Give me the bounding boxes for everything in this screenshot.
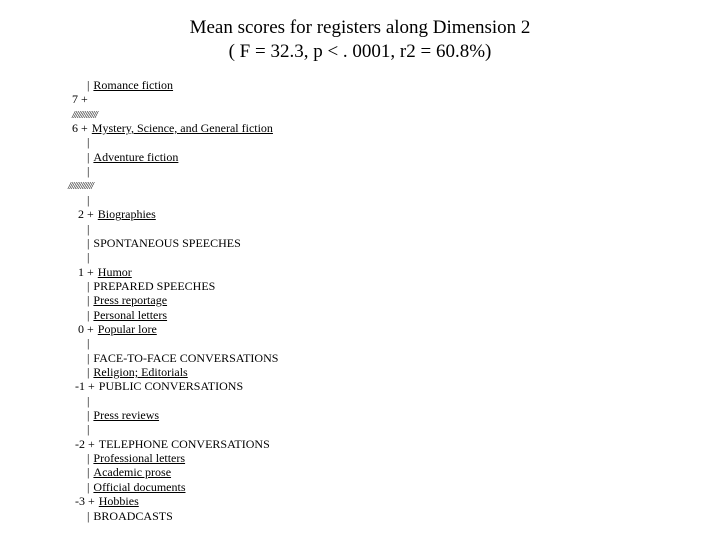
register-label: BROADCASTS [93,508,173,523]
axis-tick: | [87,221,90,236]
axis-break: ////////////// [72,109,97,121]
register-label: Adventure fiction [93,149,179,164]
axis-tick: | [87,393,90,408]
register-label: Religion; Editorials [93,365,188,379]
axis-tick: | [87,508,90,523]
axis-tick: | [87,479,90,494]
scale-line [72,107,97,121]
register-label: PUBLIC CONVERSATIONS [98,379,244,394]
axis-value: 0 + [78,321,94,336]
register-label: Humor [97,264,132,279]
axis-value: 6 + [72,121,88,136]
axis-tick: | [87,78,90,92]
scale-line [87,308,167,322]
scale-line [87,193,89,207]
register-label: Official documents [93,479,186,494]
scale-line [87,480,186,494]
axis-value: 1 + [78,264,94,279]
scale-line [87,236,241,250]
axis-tick: | [87,164,90,179]
scale-line [87,336,89,350]
register-label: Professional letters [93,451,186,466]
register-label: Mystery, Science, and General fiction [91,121,273,136]
axis-tick: | [87,307,90,322]
axis-tick: | [87,135,90,150]
title-line-1: Mean scores for registers along Dimension 2 [189,17,531,38]
scale-line [87,293,167,307]
axis-tick: | [87,451,90,466]
scale-line [87,465,171,479]
scale-line [75,379,243,393]
scale-line [68,178,93,192]
axis-value: 2 + [78,207,94,222]
axis-tick: | [87,192,90,207]
scale-line [87,451,185,465]
axis-tick: | [87,336,90,351]
axis-tick: | [87,365,90,379]
axis-tick: | [87,235,90,250]
scale-line [87,365,188,379]
axis-tick: | [87,250,90,265]
register-label: FACE-TO-FACE CONVERSATIONS [93,350,279,365]
scale-line [87,78,173,92]
scale-line [72,121,273,135]
axis-tick: | [87,350,90,365]
axis-value: -1 + [75,379,95,394]
scale-line [87,509,173,523]
scale-line [87,394,89,408]
register-label: SPONTANEOUS SPEECHES [93,235,241,250]
axis-tick: | [87,422,90,437]
scale-line [78,207,156,221]
axis-tick: | [87,293,90,308]
scale-line [87,164,89,178]
register-label: Press reportage [93,293,168,308]
scale-line [78,322,157,336]
scale-line [87,279,215,293]
axis-tick: | [87,278,90,293]
register-label: PREPARED SPEECHES [93,278,216,293]
register-label: Academic prose [93,465,172,480]
register-label: Hobbies [98,494,139,509]
axis-value: -2 + [75,436,95,451]
scale-line [87,222,89,236]
axis-value: 7 + [72,92,88,107]
register-label: Popular lore [97,321,157,336]
scale-line [75,494,139,508]
scale-line [78,265,132,279]
axis-break: ////////////// [68,181,93,193]
axis-tick: | [87,408,90,423]
axis-tick: | [87,465,90,480]
register-label: Romance fiction [93,78,174,92]
scale-line [87,250,89,264]
register-label: Personal letters [93,307,168,322]
scale-line [87,408,159,422]
scale-line [87,351,278,365]
scale-line [87,135,89,149]
register-label: Biographies [97,207,156,222]
title-line-2: ( F = 32.3, p < . 0001, r2 = 60.8%) [228,41,492,62]
axis-tick: | [87,149,90,164]
register-label: Press reviews [93,408,160,423]
scale-line [87,422,89,436]
axis-value: -3 + [75,494,95,509]
register-label: TELEPHONE CONVERSATIONS [98,436,270,451]
scale-line [87,150,178,164]
scale-line [72,92,88,106]
scale-line [75,437,270,451]
